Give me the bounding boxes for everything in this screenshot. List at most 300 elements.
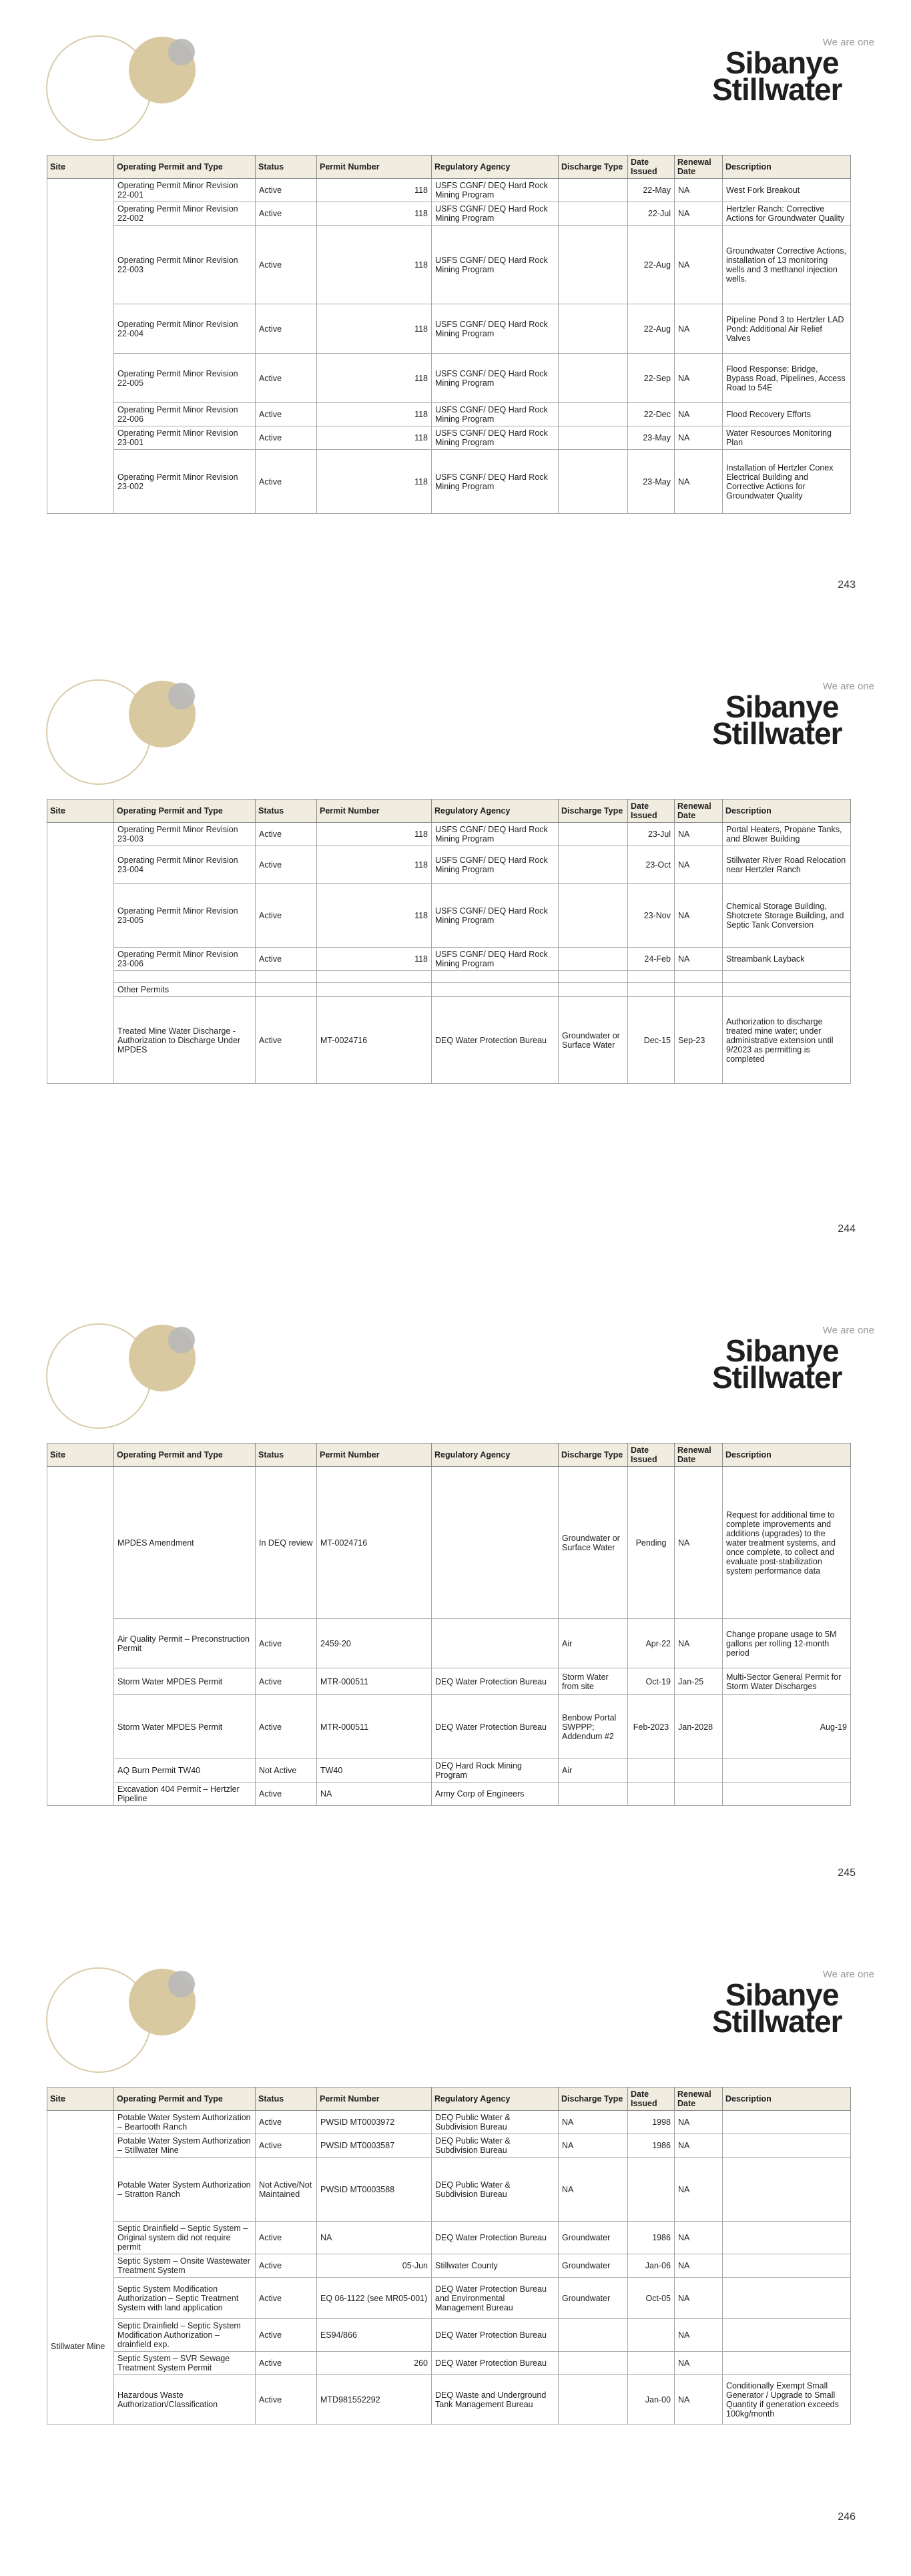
cell-discharge-type bbox=[559, 1783, 628, 1806]
logo-line-1: Sibanye bbox=[725, 1333, 839, 1368]
cell-agency: DEQ Water Protection Bureau bbox=[432, 997, 559, 1084]
cell-description: Multi-Sector General Permit for Storm Water Discharges bbox=[723, 1668, 851, 1695]
cell-permit-number: 118 bbox=[317, 304, 432, 354]
cell-agency: USFS CGNF/ DEQ Hard Rock Mining Program bbox=[432, 354, 559, 403]
table-row bbox=[47, 846, 851, 884]
cell-status: Active bbox=[256, 2111, 317, 2134]
cell-date-issued: Feb-2023 bbox=[628, 1695, 675, 1759]
cell-discharge-type: NA bbox=[559, 2158, 628, 2222]
cell-renewal-date: NA bbox=[675, 354, 723, 403]
cell-discharge-type bbox=[559, 846, 628, 884]
site-cell: Stillwater Mine bbox=[47, 2111, 114, 2425]
cell-description bbox=[723, 2158, 851, 2222]
permits-table bbox=[47, 1443, 851, 1806]
cell-discharge-type bbox=[559, 948, 628, 971]
cell-description bbox=[723, 2254, 851, 2278]
cell-date-issued bbox=[628, 2352, 675, 2375]
cell-discharge-type bbox=[559, 354, 628, 403]
cell-renewal-date: NA bbox=[675, 2375, 723, 2425]
cell-permit-type: Septic System Modification Authorization – Septic Treatment System with land application bbox=[114, 2278, 256, 2319]
cell-agency: USFS CGNF/ DEQ Hard Rock Mining Program bbox=[432, 403, 559, 426]
cell-description: Conditionally Exempt Small Generator / Upgrade to Small Quantity if generation exceeds 100kg/month bbox=[723, 2375, 851, 2425]
table-row bbox=[47, 2319, 851, 2352]
cell-status: Active bbox=[256, 2278, 317, 2319]
cell-status: Active bbox=[256, 304, 317, 354]
column-header-discharge-type: Discharge Type bbox=[559, 2087, 628, 2111]
cell-permit-type: Operating Permit Minor Revision 23-003 bbox=[114, 823, 256, 846]
column-header-site: Site bbox=[47, 1443, 114, 1467]
page-number: 245 bbox=[838, 1867, 856, 1879]
cell-renewal-date: NA bbox=[675, 426, 723, 450]
cell-permit-number: NA bbox=[317, 2222, 432, 2254]
cell-discharge-type bbox=[559, 202, 628, 226]
cell-permit-number: PWSID MT0003587 bbox=[317, 2134, 432, 2158]
logo-tagline: We are one bbox=[822, 1969, 874, 1980]
cell-permit-number: 118 bbox=[317, 450, 432, 514]
cell-agency: DEQ Public Water & Subdivision Bureau bbox=[432, 2158, 559, 2222]
table-row bbox=[47, 997, 851, 1084]
cell-discharge-type bbox=[559, 971, 628, 983]
cell-agency: DEQ Water Protection Bureau bbox=[432, 1668, 559, 1695]
logo-line-1: Sibanye bbox=[725, 689, 839, 724]
cell-permit-type: Operating Permit Minor Revision 22-005 bbox=[114, 354, 256, 403]
cell-status: Active bbox=[256, 2134, 317, 2158]
column-header-permit-number: Permit Number bbox=[317, 2087, 432, 2111]
logo-tagline: We are one bbox=[822, 681, 874, 692]
cell-permit-number: 118 bbox=[317, 202, 432, 226]
cell-agency: USFS CGNF/ DEQ Hard Rock Mining Program bbox=[432, 426, 559, 450]
cell-status bbox=[256, 971, 317, 983]
logo-line-2: Stillwater bbox=[712, 716, 842, 751]
logo-line-2: Stillwater bbox=[712, 72, 842, 107]
document-page-246 bbox=[0, 1932, 911, 2576]
cell-status: Active bbox=[256, 354, 317, 403]
cell-status: Active bbox=[256, 202, 317, 226]
cell-renewal-date: NA bbox=[675, 2222, 723, 2254]
cell-date-issued: Jan-00 bbox=[628, 2375, 675, 2425]
column-header-agency: Regulatory Agency bbox=[432, 1443, 559, 1467]
cell-description: Installation of Hertzler Conex Electrical Building and Corrective Actions for Groundwater Quality bbox=[723, 450, 851, 514]
company-logo bbox=[711, 1969, 874, 2042]
cell-agency: USFS CGNF/ DEQ Hard Rock Mining Program bbox=[432, 823, 559, 846]
cell-description: Hertzler Ranch: Corrective Actions for Groundwater Quality bbox=[723, 202, 851, 226]
column-header-description: Description bbox=[723, 799, 851, 823]
cell-discharge-type: Air bbox=[559, 1619, 628, 1668]
permits-table bbox=[47, 155, 851, 514]
cell-date-issued bbox=[628, 1759, 675, 1783]
page-number: 243 bbox=[838, 579, 856, 591]
cell-date-issued bbox=[628, 2319, 675, 2352]
document-page-245 bbox=[0, 1288, 911, 1932]
table-row bbox=[47, 403, 851, 426]
cell-agency bbox=[432, 1619, 559, 1668]
decorative-circles-icon bbox=[0, 644, 214, 804]
cell-permit-type: Other Permits bbox=[114, 983, 256, 997]
table-row bbox=[47, 823, 851, 846]
column-header-description: Description bbox=[723, 1443, 851, 1467]
cell-description: Change propane usage to 5M gallons per rolling 12-month period bbox=[723, 1619, 851, 1668]
cell-date-issued: 22-Jul bbox=[628, 202, 675, 226]
cell-date-issued: Apr-22 bbox=[628, 1619, 675, 1668]
cell-renewal-date: NA bbox=[675, 2254, 723, 2278]
cell-permit-number: 118 bbox=[317, 403, 432, 426]
cell-discharge-type bbox=[559, 179, 628, 202]
cell-discharge-type bbox=[559, 403, 628, 426]
company-logo bbox=[711, 681, 874, 754]
column-header-discharge-type: Discharge Type bbox=[559, 155, 628, 179]
cell-status: Active bbox=[256, 426, 317, 450]
cell-agency: DEQ Water Protection Bureau bbox=[432, 1695, 559, 1759]
cell-discharge-type: Groundwater bbox=[559, 2278, 628, 2319]
cell-agency: USFS CGNF/ DEQ Hard Rock Mining Program bbox=[432, 202, 559, 226]
cell-agency bbox=[432, 983, 559, 997]
cell-date-issued: Oct-05 bbox=[628, 2278, 675, 2319]
cell-date-issued bbox=[628, 1783, 675, 1806]
cell-permit-type: Operating Permit Minor Revision 22-003 bbox=[114, 226, 256, 304]
cell-status: In DEQ review bbox=[256, 1467, 317, 1619]
cell-renewal-date: NA bbox=[675, 2134, 723, 2158]
cell-status: Active bbox=[256, 450, 317, 514]
column-header-site: Site bbox=[47, 155, 114, 179]
cell-renewal-date: NA bbox=[675, 202, 723, 226]
cell-permit-number: 2459-20 bbox=[317, 1619, 432, 1668]
cell-permit-number: PWSID MT0003588 bbox=[317, 2158, 432, 2222]
cell-permit-number: MTR-000511 bbox=[317, 1668, 432, 1695]
cell-renewal-date: NA bbox=[675, 226, 723, 304]
cell-renewal-date: NA bbox=[675, 884, 723, 948]
cell-permit-type: AQ Burn Permit TW40 bbox=[114, 1759, 256, 1783]
cell-permit-number: MTD981552292 bbox=[317, 2375, 432, 2425]
cell-permit-type: Operating Permit Minor Revision 23-004 bbox=[114, 846, 256, 884]
cell-permit-type: Operating Permit Minor Revision 23-006 bbox=[114, 948, 256, 971]
cell-description bbox=[723, 2222, 851, 2254]
cell-status: Active bbox=[256, 226, 317, 304]
cell-permit-type: Operating Permit Minor Revision 23-005 bbox=[114, 884, 256, 948]
table-row bbox=[47, 948, 851, 971]
cell-discharge-type: NA bbox=[559, 2111, 628, 2134]
cell-permit-number: 118 bbox=[317, 354, 432, 403]
decorative-circles-icon bbox=[0, 1288, 214, 1448]
column-header-permit-type: Operating Permit and Type bbox=[114, 1443, 256, 1467]
cell-renewal-date: Jan-25 bbox=[675, 1668, 723, 1695]
cell-renewal-date: NA bbox=[675, 1619, 723, 1668]
cell-renewal-date: NA bbox=[675, 2111, 723, 2134]
cell-permit-number: PWSID MT0003972 bbox=[317, 2111, 432, 2134]
column-header-permit-number: Permit Number bbox=[317, 155, 432, 179]
cell-discharge-type: Benbow Portal SWPPP; Addendum #2 bbox=[559, 1695, 628, 1759]
cell-agency: DEQ Water Protection Bureau bbox=[432, 2352, 559, 2375]
decorative-circles-icon bbox=[0, 1932, 214, 2092]
cell-permit-type: Potable Water System Authorization – Stillwater Mine bbox=[114, 2134, 256, 2158]
column-header-site: Site bbox=[47, 799, 114, 823]
cell-discharge-type bbox=[559, 2375, 628, 2425]
column-header-status: Status bbox=[256, 2087, 317, 2111]
cell-permit-type: Septic Drainfield – Septic System Modification Authorization – drainfield exp. bbox=[114, 2319, 256, 2352]
cell-renewal-date: Sep-23 bbox=[675, 997, 723, 1084]
cell-permit-number: 118 bbox=[317, 948, 432, 971]
document-page-244 bbox=[0, 644, 911, 1288]
cell-description: Stillwater River Road Relocation near Hertzler Ranch bbox=[723, 846, 851, 884]
cell-discharge-type bbox=[559, 884, 628, 948]
cell-description bbox=[723, 2319, 851, 2352]
table-row bbox=[47, 1619, 851, 1668]
cell-date-issued: 22-Sep bbox=[628, 354, 675, 403]
cell-description bbox=[723, 2352, 851, 2375]
cell-agency: DEQ Waste and Underground Tank Management Bureau bbox=[432, 2375, 559, 2425]
table-row bbox=[47, 426, 851, 450]
cell-permit-number: MT-0024716 bbox=[317, 997, 432, 1084]
cell-date-issued: 23-Jul bbox=[628, 823, 675, 846]
logo-line-1: Sibanye bbox=[725, 45, 839, 80]
cell-status: Active bbox=[256, 1783, 317, 1806]
table-row bbox=[47, 2222, 851, 2254]
cell-permit-number: 118 bbox=[317, 426, 432, 450]
table-row bbox=[47, 1759, 851, 1783]
cell-date-issued: 24-Feb bbox=[628, 948, 675, 971]
table-row bbox=[47, 2352, 851, 2375]
cell-permit-number: 118 bbox=[317, 846, 432, 884]
column-header-status: Status bbox=[256, 799, 317, 823]
cell-discharge-type: Air bbox=[559, 1759, 628, 1783]
cell-discharge-type bbox=[559, 983, 628, 997]
cell-agency bbox=[432, 971, 559, 983]
cell-permit-type: Septic System – Onsite Wastewater Treatment System bbox=[114, 2254, 256, 2278]
cell-description bbox=[723, 971, 851, 983]
cell-date-issued: 23-May bbox=[628, 450, 675, 514]
column-header-site: Site bbox=[47, 2087, 114, 2111]
cell-permit-number: 118 bbox=[317, 179, 432, 202]
cell-renewal-date: NA bbox=[675, 948, 723, 971]
table-row bbox=[47, 202, 851, 226]
cell-description: West Fork Breakout bbox=[723, 179, 851, 202]
cell-renewal-date: NA bbox=[675, 304, 723, 354]
cell-status: Active bbox=[256, 823, 317, 846]
cell-agency: DEQ Public Water & Subdivision Bureau bbox=[432, 2111, 559, 2134]
cell-renewal-date bbox=[675, 971, 723, 983]
cell-status: Active bbox=[256, 2352, 317, 2375]
cell-permit-number: MTR-000511 bbox=[317, 1695, 432, 1759]
column-header-permit-type: Operating Permit and Type bbox=[114, 2087, 256, 2111]
column-header-date-issued: Date Issued bbox=[628, 2087, 675, 2111]
cell-permit-type: MPDES Amendment bbox=[114, 1467, 256, 1619]
column-header-agency: Regulatory Agency bbox=[432, 155, 559, 179]
cell-permit-type: Air Quality Permit – Preconstruction Permit bbox=[114, 1619, 256, 1668]
cell-date-issued: 22-Aug bbox=[628, 304, 675, 354]
cell-status bbox=[256, 983, 317, 997]
cell-permit-type: Storm Water MPDES Permit bbox=[114, 1695, 256, 1759]
cell-permit-type: Operating Permit Minor Revision 22-002 bbox=[114, 202, 256, 226]
table-header-row bbox=[47, 155, 851, 179]
cell-status: Active bbox=[256, 1695, 317, 1759]
cell-discharge-type bbox=[559, 2352, 628, 2375]
cell-discharge-type: Groundwater bbox=[559, 2222, 628, 2254]
cell-agency: USFS CGNF/ DEQ Hard Rock Mining Program bbox=[432, 226, 559, 304]
logo-line-2: Stillwater bbox=[712, 2004, 842, 2039]
cell-date-issued: Pending bbox=[628, 1467, 675, 1619]
permits-table bbox=[47, 799, 851, 1084]
cell-agency: Stillwater County bbox=[432, 2254, 559, 2278]
cell-description bbox=[723, 1759, 851, 1783]
cell-date-issued bbox=[628, 983, 675, 997]
column-header-date-issued: Date Issued bbox=[628, 1443, 675, 1467]
cell-agency: Army Corp of Engineers bbox=[432, 1783, 559, 1806]
cell-renewal-date: NA bbox=[675, 2319, 723, 2352]
cell-permit-type: Septic System – SVR Sewage Treatment System Permit bbox=[114, 2352, 256, 2375]
cell-permit-number: 118 bbox=[317, 823, 432, 846]
column-header-permit-type: Operating Permit and Type bbox=[114, 155, 256, 179]
table-row bbox=[47, 971, 851, 983]
cell-discharge-type: Groundwater or Surface Water bbox=[559, 1467, 628, 1619]
cell-renewal-date: NA bbox=[675, 2158, 723, 2222]
cell-permit-type: Operating Permit Minor Revision 22-004 bbox=[114, 304, 256, 354]
cell-permit-number: EQ 06-1122 (see MR05-001) bbox=[317, 2278, 432, 2319]
cell-status: Active bbox=[256, 1668, 317, 1695]
cell-agency: DEQ Public Water & Subdivision Bureau bbox=[432, 2134, 559, 2158]
table-row bbox=[47, 1783, 851, 1806]
column-header-discharge-type: Discharge Type bbox=[559, 799, 628, 823]
table-row bbox=[47, 1668, 851, 1695]
table-row bbox=[47, 2375, 851, 2425]
cell-permit-number: MT-0024716 bbox=[317, 1467, 432, 1619]
cell-permit-type: Excavation 404 Permit – Hertzler Pipeline bbox=[114, 1783, 256, 1806]
cell-status: Active bbox=[256, 179, 317, 202]
cell-permit-number: NA bbox=[317, 1783, 432, 1806]
cell-description: Request for additional time to complete improvements and additions (upgrades) to the water treatment systems, and once complete, to collect and evaluate post-stabilization system performance data bbox=[723, 1467, 851, 1619]
column-header-permit-number: Permit Number bbox=[317, 1443, 432, 1467]
cell-discharge-type bbox=[559, 426, 628, 450]
site-cell bbox=[47, 823, 114, 1084]
table-header-row bbox=[47, 1443, 851, 1467]
cell-date-issued: 23-Oct bbox=[628, 846, 675, 884]
cell-date-issued bbox=[628, 2158, 675, 2222]
cell-agency: USFS CGNF/ DEQ Hard Rock Mining Program bbox=[432, 846, 559, 884]
cell-renewal-date bbox=[675, 1759, 723, 1783]
cell-discharge-type bbox=[559, 304, 628, 354]
cell-status: Active bbox=[256, 1619, 317, 1668]
cell-date-issued: 1998 bbox=[628, 2111, 675, 2134]
cell-agency: USFS CGNF/ DEQ Hard Rock Mining Program bbox=[432, 884, 559, 948]
table-row bbox=[47, 1467, 851, 1619]
cell-date-issued: 23-Nov bbox=[628, 884, 675, 948]
cell-renewal-date: NA bbox=[675, 823, 723, 846]
cell-renewal-date bbox=[675, 1783, 723, 1806]
cell-renewal-date: NA bbox=[675, 2278, 723, 2319]
page-number: 246 bbox=[838, 2511, 856, 2523]
column-header-status: Status bbox=[256, 155, 317, 179]
decorative-circles-icon bbox=[0, 0, 214, 160]
cell-description: Water Resources Monitoring Plan bbox=[723, 426, 851, 450]
document-page-243 bbox=[0, 0, 911, 644]
column-header-permit-type: Operating Permit and Type bbox=[114, 799, 256, 823]
cell-agency: USFS CGNF/ DEQ Hard Rock Mining Program bbox=[432, 948, 559, 971]
cell-permit-type: Hazardous Waste Authorization/Classification bbox=[114, 2375, 256, 2425]
cell-permit-number bbox=[317, 983, 432, 997]
cell-status: Active bbox=[256, 948, 317, 971]
cell-status: Active bbox=[256, 997, 317, 1084]
cell-date-issued: 1986 bbox=[628, 2134, 675, 2158]
cell-permit-type: Operating Permit Minor Revision 22-006 bbox=[114, 403, 256, 426]
column-header-discharge-type: Discharge Type bbox=[559, 1443, 628, 1467]
cell-permit-number: 118 bbox=[317, 226, 432, 304]
cell-permit-type: Potable Water System Authorization – Stratton Ranch bbox=[114, 2158, 256, 2222]
cell-agency bbox=[432, 1467, 559, 1619]
cell-permit-type bbox=[114, 971, 256, 983]
cell-status: Not Active bbox=[256, 1759, 317, 1783]
cell-renewal-date: NA bbox=[675, 179, 723, 202]
cell-discharge-type: Groundwater bbox=[559, 2254, 628, 2278]
cell-renewal-date: NA bbox=[675, 450, 723, 514]
cell-description: Aug-19 bbox=[723, 1695, 851, 1759]
cell-description bbox=[723, 983, 851, 997]
cell-agency: DEQ Water Protection Bureau bbox=[432, 2222, 559, 2254]
cell-date-issued: 22-May bbox=[628, 179, 675, 202]
cell-description: Pipeline Pond 3 to Hertzler LAD Pond: Additional Air Relief Valves bbox=[723, 304, 851, 354]
table-header-row bbox=[47, 2087, 851, 2111]
cell-date-issued: 22-Dec bbox=[628, 403, 675, 426]
cell-discharge-type: Storm Water from site bbox=[559, 1668, 628, 1695]
cell-date-issued: 22-Aug bbox=[628, 226, 675, 304]
cell-description: Authorization to discharge treated mine water; under administrative extension until 9/2023 as permitting is completed bbox=[723, 997, 851, 1084]
cell-agency: USFS CGNF/ DEQ Hard Rock Mining Program bbox=[432, 304, 559, 354]
cell-status: Active bbox=[256, 846, 317, 884]
column-header-renewal-date: Renewal Date bbox=[675, 1443, 723, 1467]
table-row bbox=[47, 1695, 851, 1759]
column-header-agency: Regulatory Agency bbox=[432, 799, 559, 823]
cell-permit-number: 260 bbox=[317, 2352, 432, 2375]
cell-date-issued: Jan-06 bbox=[628, 2254, 675, 2278]
cell-permit-number: ES94/866 bbox=[317, 2319, 432, 2352]
cell-status: Not Active/Not Maintained bbox=[256, 2158, 317, 2222]
cell-status: Active bbox=[256, 2375, 317, 2425]
cell-permit-number: 118 bbox=[317, 884, 432, 948]
column-header-agency: Regulatory Agency bbox=[432, 2087, 559, 2111]
table-row bbox=[47, 304, 851, 354]
cell-status: Active bbox=[256, 884, 317, 948]
site-cell bbox=[47, 1467, 114, 1806]
cell-status: Active bbox=[256, 2254, 317, 2278]
cell-discharge-type bbox=[559, 823, 628, 846]
cell-permit-type: Operating Permit Minor Revision 22-001 bbox=[114, 179, 256, 202]
cell-description bbox=[723, 2278, 851, 2319]
permits-table bbox=[47, 2087, 851, 2425]
cell-renewal-date: NA bbox=[675, 1467, 723, 1619]
cell-date-issued: Oct-19 bbox=[628, 1668, 675, 1695]
cell-status: Active bbox=[256, 2319, 317, 2352]
column-header-date-issued: Date Issued bbox=[628, 799, 675, 823]
site-cell bbox=[47, 179, 114, 514]
cell-permit-type: Potable Water System Authorization – Beartooth Ranch bbox=[114, 2111, 256, 2134]
cell-discharge-type: Groundwater or Surface Water bbox=[559, 997, 628, 1084]
cell-description: Flood Response: Bridge, Bypass Road, Pipelines, Access Road to 54E bbox=[723, 354, 851, 403]
column-header-renewal-date: Renewal Date bbox=[675, 2087, 723, 2111]
logo-line-1: Sibanye bbox=[725, 1977, 839, 2012]
cell-description: Portal Heaters, Propane Tanks, and Blower Building bbox=[723, 823, 851, 846]
table-row bbox=[47, 450, 851, 514]
logo-tagline: We are one bbox=[822, 1325, 874, 1336]
logo-tagline: We are one bbox=[822, 37, 874, 48]
cell-agency: DEQ Water Protection Bureau and Environmental Management Bureau bbox=[432, 2278, 559, 2319]
column-header-renewal-date: Renewal Date bbox=[675, 155, 723, 179]
cell-status: Active bbox=[256, 2222, 317, 2254]
cell-permit-type: Operating Permit Minor Revision 23-002 bbox=[114, 450, 256, 514]
company-logo bbox=[711, 1325, 874, 1398]
cell-agency: DEQ Water Protection Bureau bbox=[432, 2319, 559, 2352]
cell-discharge-type: NA bbox=[559, 2134, 628, 2158]
cell-discharge-type bbox=[559, 2319, 628, 2352]
column-header-description: Description bbox=[723, 2087, 851, 2111]
cell-permit-type: Operating Permit Minor Revision 23-001 bbox=[114, 426, 256, 450]
cell-status: Active bbox=[256, 403, 317, 426]
